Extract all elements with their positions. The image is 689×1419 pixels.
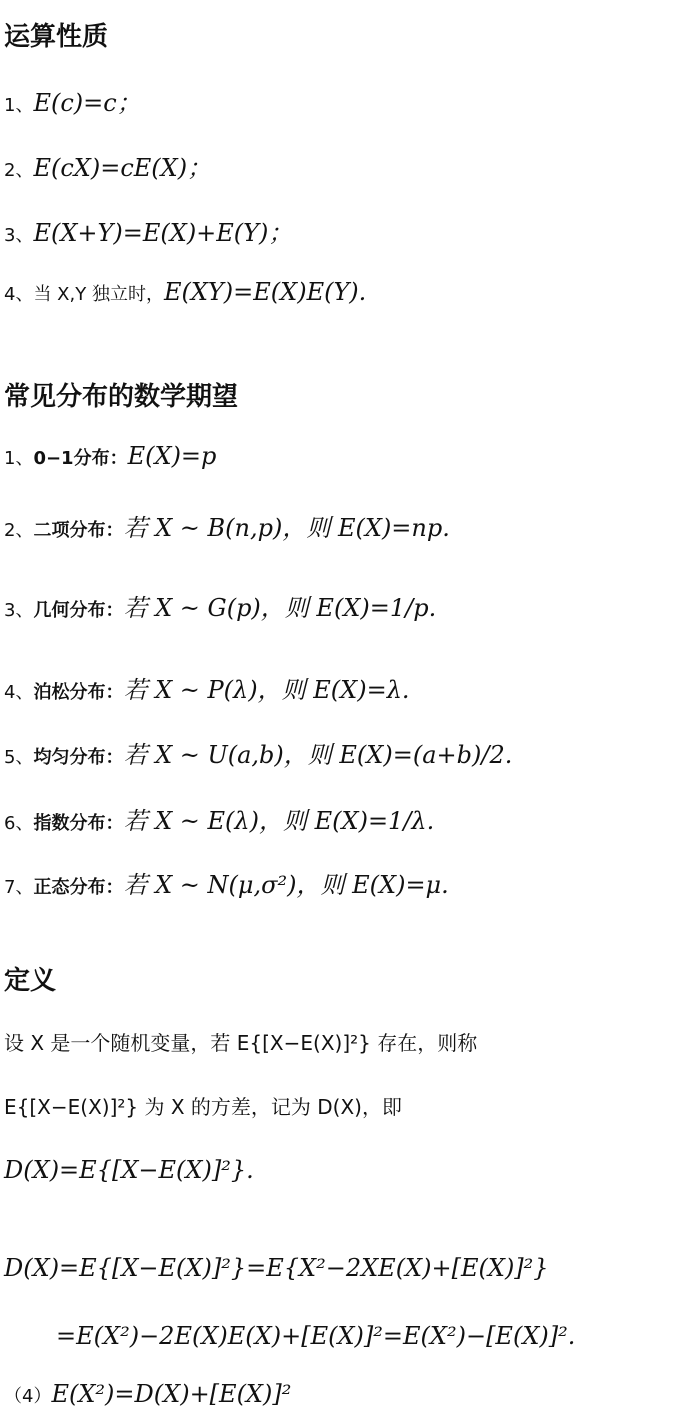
distribution-item-1 bbox=[4, 442, 216, 470]
definition-text: 设 X 是一个随机变量，若 E{[X−E(X)]²} 存在，则称 bbox=[4, 1031, 478, 1055]
item-number: 1、 bbox=[4, 448, 34, 469]
distribution-item-3 bbox=[4, 588, 436, 623]
derivation-line-1: D(X)=E{[X−E(X)]²}=E{X²−2XE(X)+[E(X)]²} bbox=[4, 1254, 549, 1282]
formula: E(X²)=D(X)+[E(X)]² bbox=[51, 1380, 292, 1408]
distribution-label: 二项分布： bbox=[33, 520, 124, 541]
formula: E(X)=p bbox=[127, 442, 217, 470]
formula: 若 X ~ N(μ,σ²)，则 E(X)=μ. bbox=[123, 871, 449, 899]
definition-formula: D(X)=E{[X−E(X)]²}. bbox=[4, 1156, 254, 1184]
property-item-3 bbox=[4, 213, 292, 248]
distribution-item-2 bbox=[4, 508, 450, 543]
distribution-label: 0−1分布： bbox=[33, 448, 128, 469]
formula: E(c)=c； bbox=[33, 89, 141, 117]
item-number: 1、 bbox=[4, 95, 34, 116]
item-number: 4、 bbox=[4, 682, 34, 703]
property-item-4 bbox=[4, 278, 366, 306]
item-number: 4、 bbox=[4, 284, 34, 305]
variance-identity bbox=[4, 1380, 291, 1408]
distribution-item-4 bbox=[4, 670, 410, 705]
heading-definition: 定义 bbox=[4, 966, 57, 996]
condition-prefix: 当 X,Y 独立时， bbox=[33, 284, 164, 305]
formula: E(cX)=cE(X)； bbox=[33, 154, 212, 182]
property-item-2 bbox=[4, 148, 211, 183]
derivation-line-2: =E(X²)−2E(X)E(X)+[E(X)]²=E(X²)−[E(X)]². bbox=[56, 1322, 576, 1350]
item-number: 5、 bbox=[4, 747, 34, 768]
formula: 若 X ~ E(λ)，则 E(X)=1/λ. bbox=[123, 807, 435, 835]
formula: 若 X ~ G(p)，则 E(X)=1/p. bbox=[123, 594, 437, 622]
item-number: 6、 bbox=[4, 813, 34, 834]
distribution-item-7 bbox=[4, 865, 449, 900]
definition-line-1 bbox=[4, 1010, 477, 1075]
item-number: 2、 bbox=[4, 520, 34, 541]
formula: 若 X ~ B(n,p)，则 E(X)=np. bbox=[123, 514, 450, 542]
item-number: （4） bbox=[4, 1386, 52, 1407]
formula: 若 X ~ P(λ)，则 E(X)=λ. bbox=[123, 676, 410, 704]
item-number: 3、 bbox=[4, 225, 34, 246]
definition-line-2 bbox=[4, 1074, 402, 1139]
distribution-item-6 bbox=[4, 801, 434, 836]
property-item-1 bbox=[4, 83, 141, 118]
distribution-label: 指数分布： bbox=[33, 813, 124, 834]
formula: E(XY)=E(X)E(Y). bbox=[163, 278, 367, 306]
formula: 若 X ~ U(a,b)，则 E(X)=(a+b)/2. bbox=[123, 741, 513, 769]
distribution-label: 泊松分布： bbox=[33, 682, 124, 703]
distribution-item-5 bbox=[4, 735, 512, 770]
distribution-label: 均匀分布： bbox=[33, 747, 124, 768]
heading-common-distributions: 常见分布的数学期望 bbox=[4, 382, 239, 412]
distribution-label: 正态分布： bbox=[33, 877, 124, 898]
distribution-label: 几何分布： bbox=[33, 600, 124, 621]
formula: E(X+Y)=E(X)+E(Y)； bbox=[33, 219, 293, 247]
definition-text: E{[X−E(X)]²} 为 X 的方差，记为 D(X)，即 bbox=[4, 1095, 402, 1119]
item-number: 2、 bbox=[4, 160, 34, 181]
heading-operation-properties: 运算性质 bbox=[4, 22, 109, 52]
definition-line-3 bbox=[4, 1138, 254, 1202]
item-number: 7、 bbox=[4, 877, 34, 898]
item-number: 3、 bbox=[4, 600, 34, 621]
